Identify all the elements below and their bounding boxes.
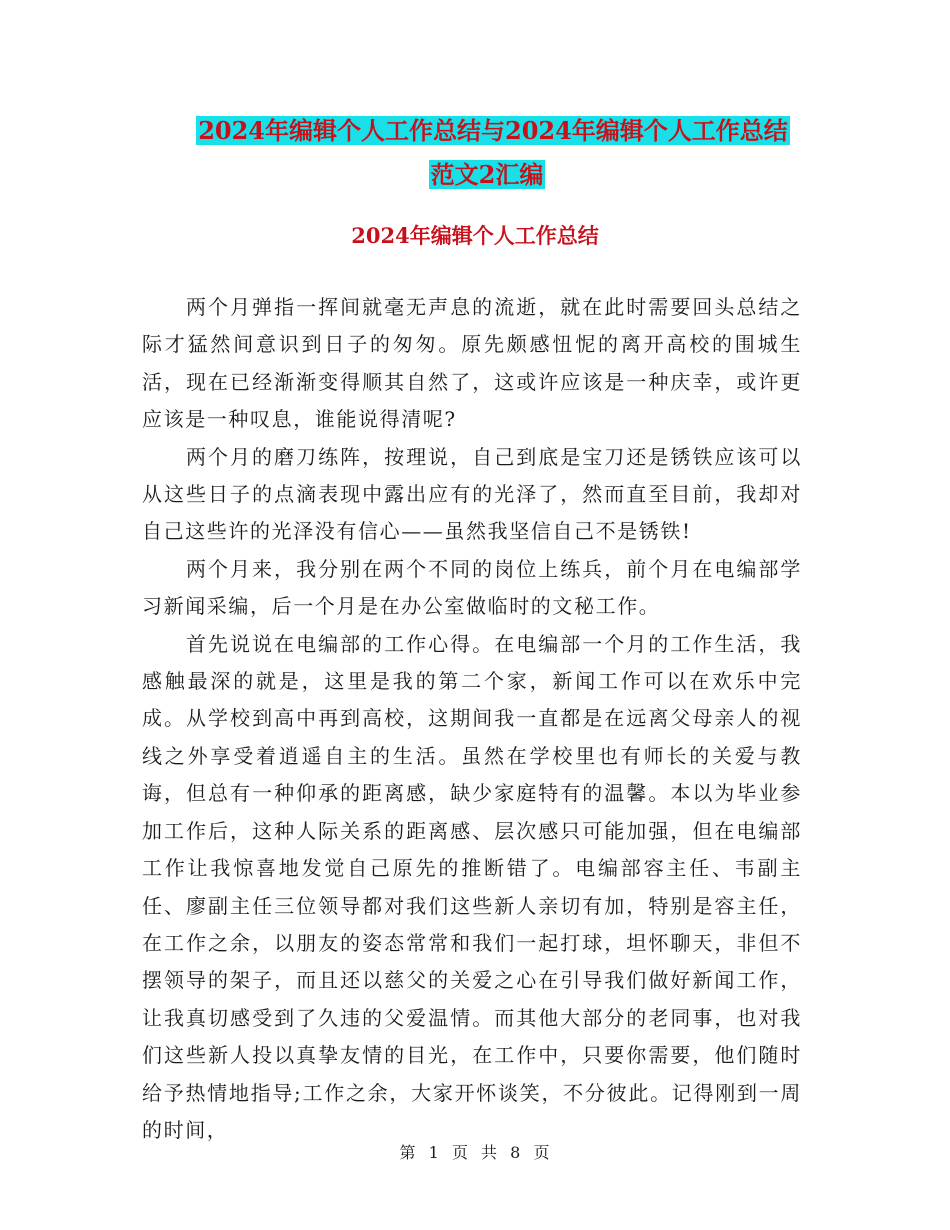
document-title-highlight-2: 范文2汇编 [430, 160, 544, 189]
footer-label-total-unit: 页 [533, 1143, 551, 1162]
footer-current-page: 1 [428, 1143, 440, 1162]
footer-total-pages: 8 [510, 1143, 522, 1162]
document-title-highlight-1: 2024年编辑个人工作总结与2024年编辑个人工作总结 [198, 116, 788, 145]
footer-label-total: 共 [481, 1143, 499, 1162]
document-body [142, 289, 802, 1149]
footer-label-page-unit: 页 [451, 1143, 469, 1162]
paragraph: 两个月弹指一挥间就毫无声息的流逝，就在此时需要回头总结之际才猛然间意识到日子的匆匆。原先颇感忸怩的离开高校的围城生活，现在已经渐渐变得顺其自然了，这或许应该是一种庆幸，或许更应该是一种叹息，谁能说得清呢? [142, 295, 802, 432]
paragraph: 首先说说在电编部的工作心得。在电编部一个月的工作生活，我感触最深的就是，这里是我的第二个家，新闻工作可以在欢乐中完成。从学校到高中再到高校，这期间我一直都是在远离父母亲人的视线之外享受着逍遥自主的生活。虽然在学校里也有师长的关爱与教诲，但总有一种仰承的距离感，缺少家庭特有的温馨。本以为毕业参加工作后，这种人际关系的距离感、层次感只可能加强，但在电编部工作让我惊喜地发觉自己原先的推断错了。电编部容主任、韦副主任、廖副主任三位领导都对我们这些新人亲切有加，特别是容主任，在工作之余，以朋友的姿态常常和我们一起打球，坦怀聊天，非但不摆领导的架子，而且还以慈父的关爱之心在引导我们做好新闻工作，让我真切感受到了久违的父爱温情。而其他大部分的老同事，也对我们这些新人投以真挚友情的目光，在工作中，只要你需要，他们随时给予热情地指导;工作之余，大家开怀谈笑，不分彼此。记得刚到一周的时间， [142, 631, 802, 1142]
page-footer [0, 1140, 950, 1163]
paragraph: 两个月来，我分别在两个不同的岗位上练兵，前个月在电编部学习新闻采编，后一个月是在办公室做临时的文秘工作。 [142, 556, 802, 619]
document-title-line-1 [18, 110, 950, 152]
footer-label-page: 第 [399, 1143, 417, 1162]
document-title-line-2 [12, 154, 950, 196]
paragraph: 两个月的磨刀练阵，按理说，自己到底是宝刀还是锈铁应该可以从这些日子的点滴表现中露出应有的光泽了，然而直至目前，我却对自己这些许的光泽没有信心——虽然我坚信自己不是锈铁! [142, 444, 802, 544]
section-heading: 2024年编辑个人工作总结 [351, 223, 599, 248]
